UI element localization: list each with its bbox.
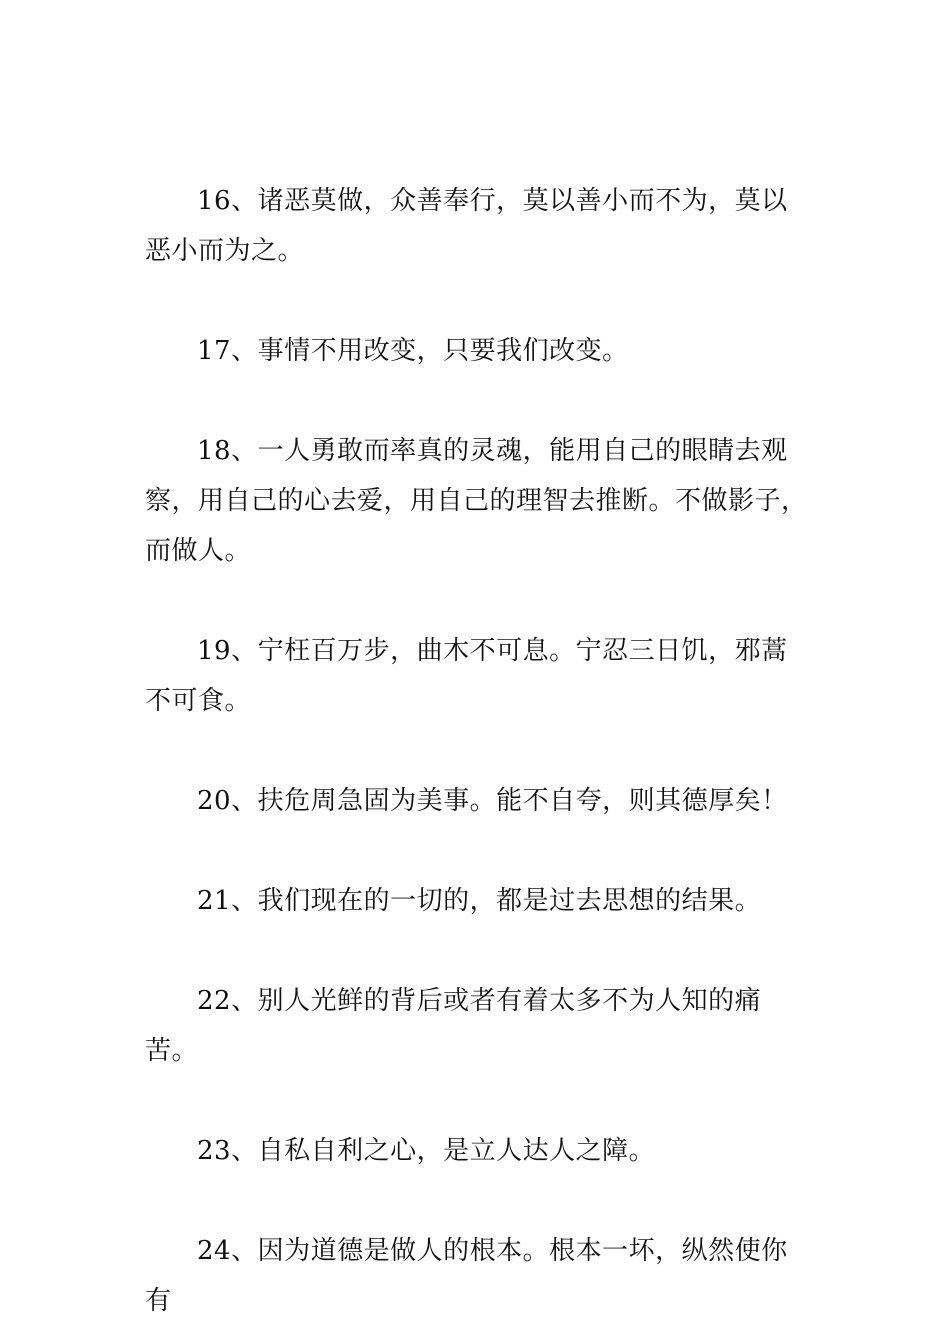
paragraph-24: 24、因为道德是做人的根本。根本一坏，纵然使你有 [145,1236,788,1316]
paragraph-19: 19、宁枉百万步，曲木不可息。宁忍三日饥，邪蒿不可食。 [145,636,788,716]
paragraph-23: 23、自私自利之心，是立人达人之障。 [197,1136,656,1166]
paragraph-22: 22、别人光鲜的背后或者有着太多不为人知的痛苦。 [145,986,762,1066]
paragraph-17: 17、事情不用改变，只要我们改变。 [197,336,629,366]
document-body [145,176,810,1326]
paragraph-18: 18、一人勇敢而率真的灵魂，能用自己的眼睛去观察，用自己的心去爱，用自己的理智去推断。不做影子，而做人。 [145,436,808,566]
paragraph-21: 21、我们现在的一切的，都是过去思想的结果。 [197,886,762,916]
paragraph-20: 20、扶危周急固为美事。能不自夸，则其德厚矣！ [197,786,788,816]
paragraph-16: 16、诸恶莫做，众善奉行，莫以善小而不为，莫以恶小而为之。 [145,186,788,266]
